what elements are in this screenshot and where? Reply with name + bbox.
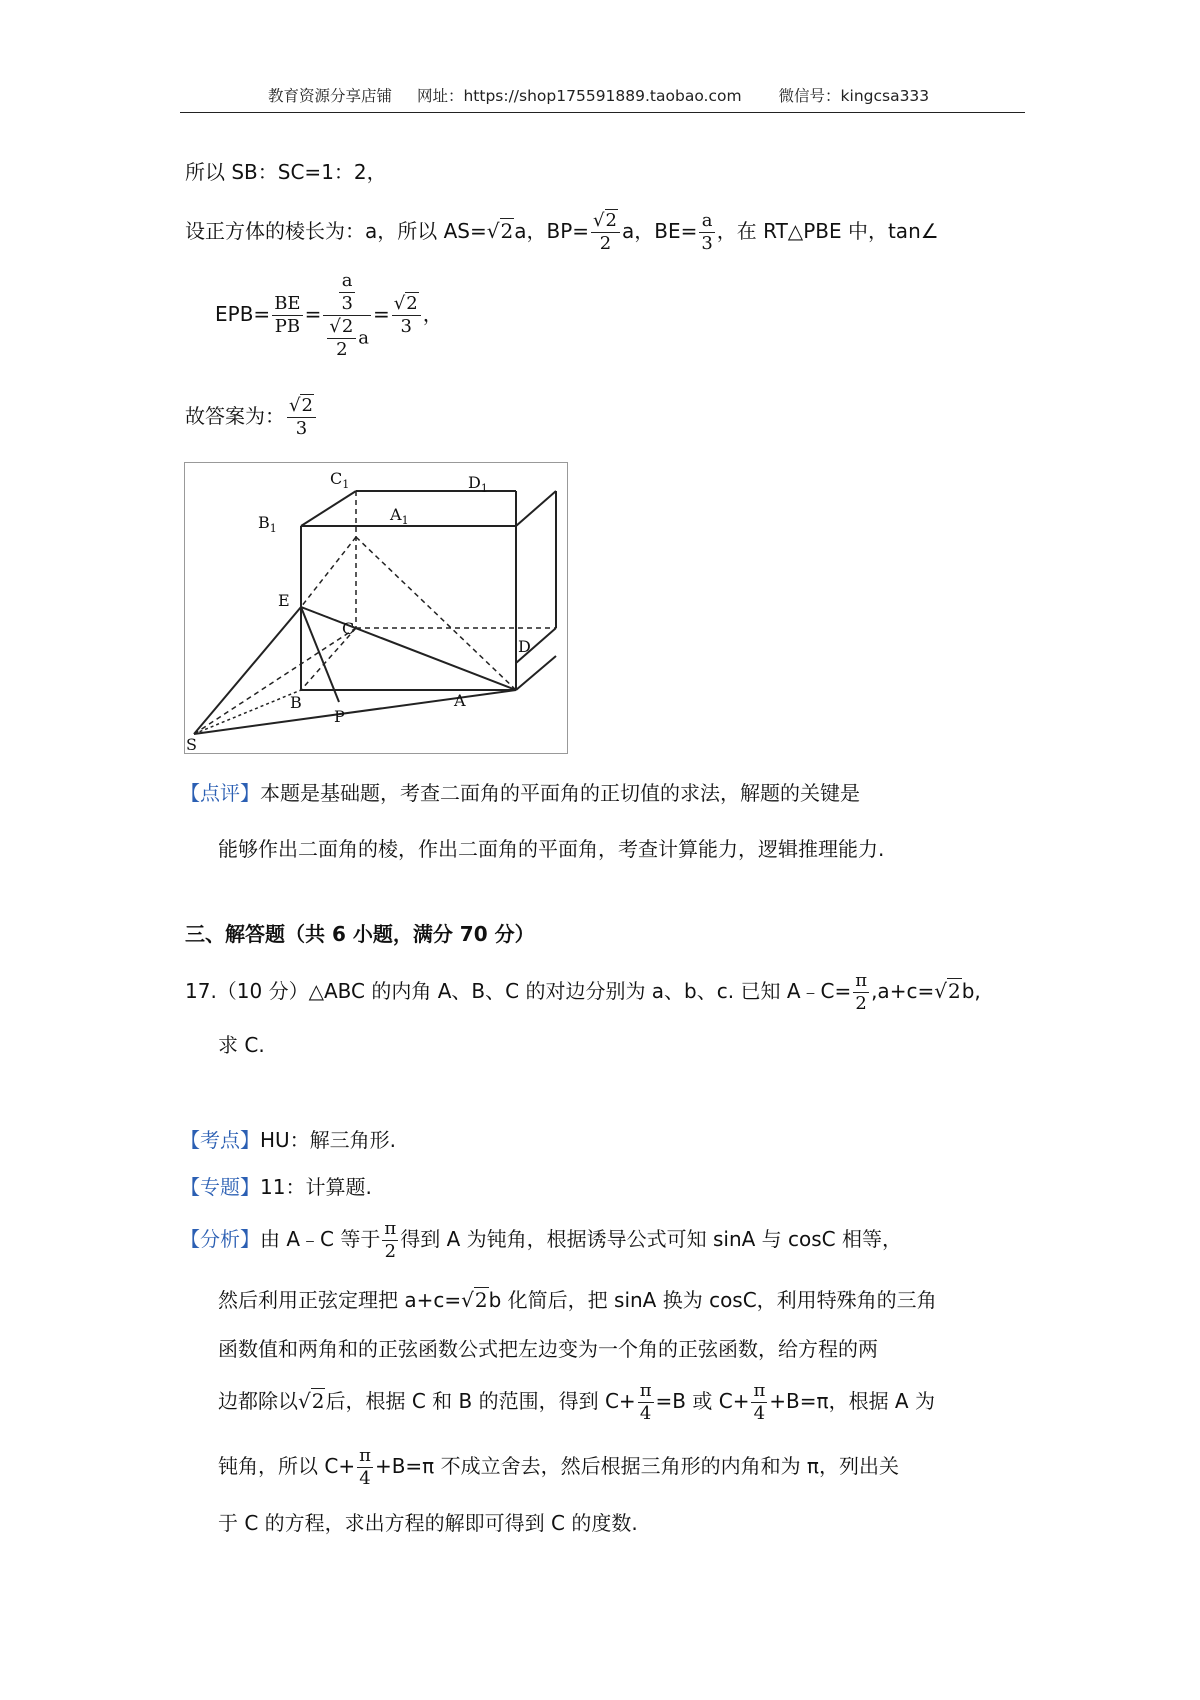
label-e: E [278,591,290,610]
text-line-3 [215,270,443,361]
text-segment: EPB= [215,302,271,326]
fraction: $\frac{BE}{PB}$ [274,293,301,337]
text-segment: 17.（10 分）△ABC 的内角 A、B、C 的对边分别为 a、b、c. 已知 A﹣C= [185,979,852,1003]
line-c1-e [301,537,356,607]
text-segment: b 化简后，把 sinA 换为 cosC，利用特殊角的三角 [488,1288,937,1312]
fraction: $\frac{\pi}{4}$ [639,1380,652,1424]
fraction: $\frac{a}{3}$ [701,210,713,254]
line-e-s [194,607,301,734]
fraction: $\frac{\pi}{2}$ [855,970,868,1014]
text-segment: 钝角，所以 C+ [218,1454,356,1478]
label-p: P [334,707,345,726]
text-segment: a，BE= [621,219,698,243]
sqrt-expr: √2 [298,1389,325,1413]
fraction: $\frac{√2}{2}$ [591,210,620,255]
text-segment: = [304,302,322,326]
text-segment: HU：解三角形. [260,1128,397,1152]
text-segment: = [373,302,390,326]
text-segment: ,a+c= [871,979,935,1003]
fenxi-line-2 [218,1285,937,1315]
text-segment: 得到 A 为钝角，根据诱导公式可知 sinA 与 cosC 相等， [400,1227,902,1251]
text-segment: 边都除以 [218,1389,298,1413]
zhuanti-tag: 【专题】 [180,1175,260,1199]
label-d1: $D_1$ [468,473,488,495]
cube-figure [184,462,568,754]
label-c: C [342,619,355,638]
wechat-label: 微信号： [778,87,841,105]
page-header [268,84,935,106]
site-label: 网址： [416,87,464,105]
kaodian-tag: 【考点】 [180,1128,260,1152]
text-segment: ， [422,302,443,326]
fenxi-tag: 【分析】 [180,1227,260,1251]
text-segment: +B=π 不成立舍去，然后根据三角形的内角和为 π，列出关 [374,1454,899,1478]
label-a: A [454,691,466,710]
answer-fraction: $\frac{√2}{3}$ [287,395,316,440]
compound-fraction: $\frac{a}{3}$ $\frac{√2}{2}$ a [323,270,371,361]
line-e-p [301,607,339,702]
sqrt-expr: √2 [934,979,961,1003]
label-b1: $B_1$ [258,513,277,535]
fraction: $\frac{√2}{3}$ [392,293,421,338]
section-heading: 三、解答题（共 6 小题，满分 70 分） [185,922,535,946]
fenxi-line-1 [180,1218,902,1263]
text-segment: b, [961,979,981,1003]
kaodian-line [180,1125,396,1155]
text-segment: 本题是基础题，考查二面角的平面角的正切值的求法，解题的关键是 [260,781,860,805]
label-d: D [518,637,531,656]
header-rule [180,112,1025,113]
label-b: B [290,693,302,712]
line-s-a [194,690,516,734]
line-e-a [301,607,516,690]
wechat-id: kingcsa333 [840,87,930,105]
label-s: S [186,735,197,754]
line-c1-a [356,537,516,690]
label-c1: $C_1$ [330,469,350,491]
fenxi-line-6: 于 C 的方程，求出方程的解即可得到 C 的度数. [218,1511,638,1535]
text-line-2 [185,210,939,255]
fenxi-line-5 [218,1445,899,1490]
edge-b1-c1 [301,491,356,526]
text-segment: ，在 RT△PBE 中，tan∠ [716,219,939,243]
text-segment: 后，根据 C 和 B 的范围，得到 C+ [325,1389,636,1413]
fenxi-line-3: 函数值和两角和的正弦函数公式把左边变为一个角的正弦函数，给方程的两 [218,1337,878,1361]
sqrt-expr: √2 [461,1288,488,1312]
shop-url[interactable]: https://shop175591889.taobao.com [463,87,742,105]
text-segment: +B=π，根据 A 为 [769,1389,935,1413]
fraction: $\frac{\pi}{4}$ [359,1445,371,1489]
fraction: $\frac{\pi}{2}$ [384,1218,397,1262]
text-segment: 由 A﹣C 等于 [260,1227,381,1251]
text-segment: 11：计算题. [260,1175,372,1199]
text-line-1: 所以 SB：SC=1：2， [185,160,387,184]
question-17-line-1 [185,970,981,1015]
sqrt-expr: √2 [486,219,514,243]
fraction: $\frac{\pi}{4}$ [753,1380,766,1424]
comment-tag: 【点评】 [180,781,260,805]
comment-line-1 [180,778,860,808]
text-segment: 然后利用正弦定理把 a+c= [218,1288,462,1312]
fenxi-line-4 [218,1380,935,1425]
comment-line-2: 能够作出二面角的棱，作出二面角的平面角，考查计算能力，逻辑推理能力. [218,837,885,861]
question-17-line-2: 求 C. [218,1033,265,1057]
answer-line [185,395,318,440]
text-segment: =B 或 C+ [655,1389,750,1413]
text-segment: 故答案为： [185,404,285,428]
label-a1: $A_1$ [390,505,409,527]
text-segment: 设正方体的棱长为：a，所以 AS= [185,219,487,243]
text-segment: a，BP= [514,219,590,243]
zhuanti-line [180,1172,372,1202]
line-s-c [194,628,356,734]
shop-name: 教育资源分享店铺 [268,87,393,105]
